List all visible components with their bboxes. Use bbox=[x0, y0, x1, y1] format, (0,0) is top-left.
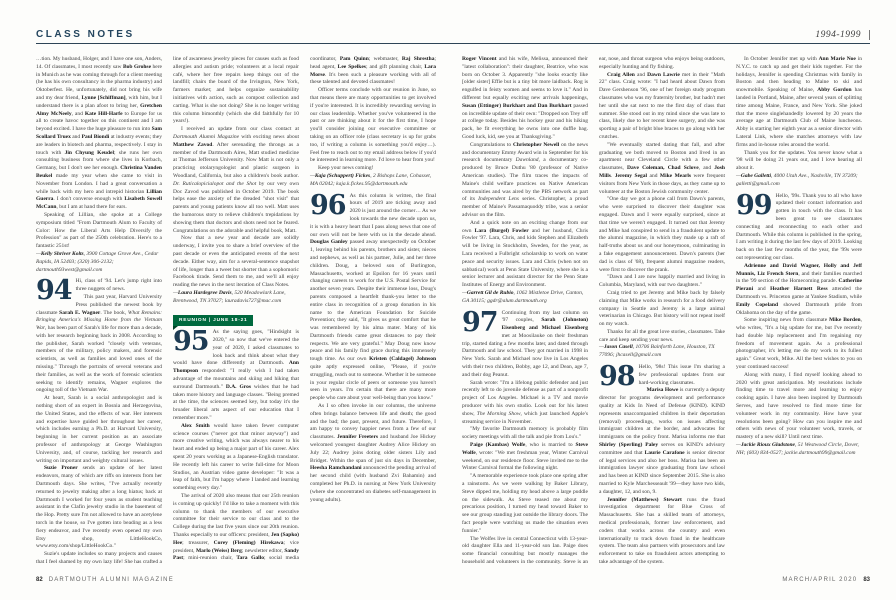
notes-paragraph: "We eventually started dating that fall, and after graduating we both moved to Boston and lived in an apartment near Cleveland Circle with a few other classmates, Dave Coleman, Chad Sclove, and Josh Mills. Jeremy Segal and Mike Mearls were frequent visitors from New York in those days, as they came up to volunteer at the Boston Jewish community center. bbox=[599, 141, 725, 195]
notes-paragraph: Paige (Kambas) Wolfe, who is married to Steve Wolfe, wrote: "We met freshman year, Winter Carnival weekend, on our residence floor. Steve invited me to the Winter Carnival formal the following night. bbox=[462, 442, 588, 472]
notes-paragraph: Alex Smith would have taken fewer computer science courses ("never got that minor anyway") and more creative writing, which was always nearer to his heart and ended up being a major part of his career. Alex spent 20 years working as a Japanese-English translator. He recently left his career to write full-time for Moon Studios, an Austrian video game developer: "It was a leap of faith, but I'm happy where I landed and learning something every day." bbox=[173, 422, 299, 492]
notes-paragraph: "One day we got a phone call from Dawn's parents, who were surprised to discover their daughter was engaged. Dawn and I were equally surprised, since at that time we weren't engaged. It turned out that Jeremy and Mike had conspired to send in a fraudulent update to the alumni magazine, in which they made up a raft of half-truths about us and our honeymoon, culminating in a fake engagement announcement. Dawn's parents (her dad is class of '68), frequent alumni magazine readers, were first to discover the prank. bbox=[599, 196, 725, 273]
secretary-signoff: —Jackie Rioux Gladstone, 51 Westwood Circle, Dover, NH; (603) 834-0527; jackie.dartmouth99@gmail.com bbox=[736, 442, 859, 456]
notes-paragraph: Suzie Proner sends an update of her latest endeavors, many of which are riffs on interests from her Dartmouth days. She writes, "I've actually recently returned to jewelry making after a long hiatus; back at Dartmouth I worked for four years as student teaching assistant in the Clafin jewelry studio in the basement of the Hop. Pretty sure I'm not allowed to have an acetylene torch in the house, so I've gotten into beading as a less fiery endeavor, and I've recently even opened my own Etsy shop, LittleHookCo, www.etsy.com/shop/LittleHookCo." bbox=[36, 465, 162, 550]
notes-paragraph: Adrienne and David Wagner, Holly and Jeff Munnis, Liz French Stern, and their families marched in the '99 section of the Homecoming parade. Catherine Pierani and Heather Harnett Ress attended the Dartmouth vs. Princeton game at Yankee Stadium, while Emily Copeland showed Dartmouth pride from Oklahoma on the day of the game. bbox=[736, 262, 862, 316]
notes-paragraph: At heart, Sarah is a social anthropologist and is nothing short of an expert in Bosnia and Herzegovina, the United States, and the effects of war. Her interests and expertise have guided her throughout her career, which includes earning a Ph.D. at Harvard University, beginning in her current position as an associate professor of anthropology at George Washington University, and, of course, tackling her research and writing on important and weighty cultural issues. bbox=[36, 395, 162, 464]
secretary-signoff: —Jason Casell, 10706 Bainforth Lane, Houston, TX 77096; jhcasell@gmail.com bbox=[599, 344, 715, 359]
reunion-ribbon-badge: REUNION | JUNE 18-21 bbox=[173, 315, 253, 327]
class-year-numeral-95: 95 bbox=[173, 326, 209, 358]
notes-paragraph: Hello, '98s! This issue I'm sharing a few professional updates from our hard-working classmates. bbox=[638, 364, 725, 386]
secretary-signoff: —Gabe Galletti, 4000 Utah Ave., Nashville, TN 37209; galletti@gmail.com bbox=[736, 172, 858, 187]
issue-date: MARCH/APRIL 2020 bbox=[782, 577, 858, 583]
secretary-signoff: —Garrett Gil de Rubio, 1062 Mistletoe Drive, Canton, GA 30115; ggdr@alum.dartmouth.org bbox=[462, 289, 584, 304]
secretary-signoff: —Kaja (Schuppert) Fickes, 2 Bishops Lane, Cohasset, MA 02042; kaja.k.fickes.95@dartmouth.edu bbox=[310, 172, 432, 187]
section-title: CLASS NOTES bbox=[36, 29, 135, 40]
spread-header bbox=[36, 26, 870, 44]
spread-footer bbox=[36, 574, 870, 586]
notes-paragraph: "My favorite Dartmouth memory is probably film society meetings with all the talk and pie from Lou's." bbox=[462, 426, 588, 441]
class-93-notes bbox=[36, 56, 162, 274]
notes-paragraph: And a quick note on an exciting change from our own Lara (Burgel) Fowler and her husband, Chris Fowler '97. Lara, Chris, and kids Stephen and Elizabeth will be living in Stockholm, Sweden, for the year, as Lara received a Fulbright scholarship to work on water peace and security issues. Lara and Chris (when not on sabbatical) work at Penn State University, where she is a senior lecturer and assistant director for the Penn State Institutes of Energy and Environment. bbox=[462, 219, 588, 289]
page-number-right: 83 bbox=[863, 577, 870, 583]
page-82-columns bbox=[36, 56, 436, 568]
class-year-numeral-94: 94 bbox=[36, 275, 72, 307]
notes-paragraph: The Wolfes live in central Connecticut with 13-year-old daughter Ella and 11-year-old son Ian. Paige does some financial consulting but mostly manages the household and volunteers in the community. Steve is an ear, nose, and throat surgeon who enjoys being outdoors, especially hunting and fly fishing. bbox=[462, 56, 725, 565]
notes-paragraph: This past year, Harvard University Press published the newest book by classmate Sarah E. Wagner. The book, What Remains: Bringing America's Missing Home from the Vietnam War, has been part of Sarah's life for more than a decade, with her research beginning back in 2008. According to the publisher, Sarah worked "closely with veterans, members of the military, policy makers, and forensic scientists, as well as families and loved ones of the missing." Through the portraits of several veterans and their families, as well as the work of forensic scientists seeking to identify remains, Wagner explores the ongoing toll of the Vietnam War. bbox=[36, 293, 163, 394]
notes-paragraph: Along with many, I find myself looking ahead to 2020 with great anticipation. My resolutions include finding time to travel more and learning to enjoy cooking again. I have also been inspired by Dartmouth Serves, and have resolved to find more time for volunteer work in my community. How have your resolutions been going? How can you inspire me and others with news of your volunteer work, travels, or mastery of a new skill? Until next time. bbox=[736, 371, 862, 441]
notes-paragraph: Keep your news coming! bbox=[318, 165, 374, 172]
notes-paragraph: …tion. My husband, Holger, and I have one son, Anders, 14. Of classmates, I most recently saw Bob Grohse here in Munich as he was coming through for a client meeting (he has his own consultancy in the pharma industry) and Oktoberfest. He, unfortunately, did not bring his wife and my dear friend, Lynne [Schiffman], with him, but I understand there is a plan afoot to bring her, Gretchen Almy McNeely, and Kate Hill-Harfe to Europe for us all to create havoc together on this continent and I am beyond excited. I have the huge pleasure to run into Sam Scollard Truex and Paul Biondi at industry events; they are leaders in biotech and pharma, respectively. I stay in touch with Jin Chyung Keudel; she runs her own consulting business from where she lives in Korbach, Germany, but I don't see her enough. Christina Vanden Beukel made my year when she came to visit in November from London. I had a great conversation a while back with my hero and intrepid historian Lillian Guerra. I don't converse enough with Lisabeth Sowell McCann, but I am at hand there for ears. bbox=[36, 56, 162, 211]
notes-paragraph: I received an update from our class contact at Dartmouth Alumni Magazine with exciting news about Matthew Zavod. After serenading the throngs as a member of the Dartmouth Aires, Matt studied medicine at Thomas Jefferson University. Now Matt is not only a practicing otolaryngologist and plastic surgeon in Woodland, California, but also a children's book author. Dr. Ruticalopicialopot and the Shot by our very own Doc Zavod was published in October 2019. The book helps ease the anxiety of the dreaded "shot visit" that parents and young patients know all too well. Matt uses the humorous story to relieve children's trepidations by showing them that doctors and shots need not be feared. Congratulations on the adorable and helpful book, Matt. bbox=[173, 126, 299, 234]
magazine-name: DARTMOUTH ALUMNI MAGAZINE bbox=[48, 577, 174, 583]
secretary-signoff: —Laura Hardegree Davis, 520 Meadowlark Lane, Brentwood, TN 37027; lauradavis727@mac.com bbox=[173, 289, 286, 304]
page-83-columns bbox=[462, 56, 862, 568]
notes-paragraph: Marisa Howe is currently a deputy director for programs development and performance quality at Kids In Need of Defense (KIND). KIND represents unaccompanied children in their deportation (removal) proceedings, works on issues affecting immigrant children at the border, and advocates for immigrants on the policy front. Marisa informs me that Shirley (Sperling) Paley serves on KIND's advisory committee and that Laurie Carafone is senior director of legal services and also her boss. Marisa has been an immigration lawyer since graduating from law school and has been at KIND since September 2015. She is also married to Kyle Marchesseault '99—they have two kids, a daughter, 12, and son, 9. bbox=[599, 387, 725, 495]
class-year-numeral-97: 97 bbox=[462, 306, 498, 338]
secretary-signoff: —Kelly Shriver Kolts, 3900 Cottage Grove Ave., Cedar Rapids, IA 52403; (320) 306-2132; dartmouth93west@gmail.com bbox=[36, 250, 159, 273]
notes-paragraph: Hi, class of '94. Let's jump right into three nuggets of news. bbox=[75, 278, 162, 293]
notes-paragraph: Continuing from my last column on '97 couples, Sarah (Johnston) Eisenberg and Michael Eisenberg met at Moosilauke on their freshman trip, started dating a few months later, and dated through Dartmouth and law school. They got married in 1998 in New York. Sarah and Michael now live in Los Angeles with their two children, Bobby, age 12, and Dean, age 7, and their dog Peanut. bbox=[462, 309, 589, 378]
notes-paragraph: Speaking of Lillian, she spoke at a College symposium titled "From Dartmouth Alum to Faculty of Color: How the Liberal Arts Help Diversify the Profession" as part of the 250th celebration. Here's to a fantastic 251st! bbox=[36, 211, 162, 250]
notes-paragraph: Suzie's update includes so many projects and causes that I feel shamed by my own lazy life! She has crafted a line of awareness jewelry pieces for causes such as food allergies and autism pride; volunteers at a local repair café, where her free repairs keep things out of the landfill; chairs the board of the Irvington, New York, farmers market; and helps organize sustainability initiatives with action, such as compost collection and carting. What is she not doing? She is no longer writing this column bimonthly (which she did faithfully for 10 years!). bbox=[36, 56, 299, 565]
notes-paragraph: Officer terms conclude with our reunion in June, so that means there are many opportunities to get involved if you're interested. It is incredibly rewarding serving in our class leadership. Whether you've volunteered in the past or are thinking about it for the first time, I hope you'll consider joining our executive committee or taking on an officer role (class secretary is up for grabs too, if writing a column is something you'd enjoy…). Feel free to reach out to my email address below if you'd be interested in learning more. I'd love to hear from you! bbox=[310, 87, 436, 164]
notes-paragraph: Roger Vincent and his wife, Melissa, announced their "latest collaboration": their daughter, Beatrice, who was born on October 3. Apparently "she looks exactly like [older sister] Effie but is a tiny bit more laidback. Rog is engulfed in feisty women and seems to love it." And in different but equally exciting new arrivals happenings, Susan (Ettinger) Burkhart and Dan Burkhart passed on incredible update of their own: "Dropped son Trey off at college today. Besides his hockey gear and his hiking pack, he fit everything he owns into one duffle bag. Good luck, kid, see you at Thanksgiving." bbox=[462, 56, 588, 140]
notes-paragraph: Thank you for the updates. You never know what a '98 will be doing 21 years out, and I love hearing all about it. bbox=[736, 149, 862, 172]
class-year-numeral-96: 96 bbox=[310, 189, 346, 221]
notes-paragraph: The arrival of 2020 also means that our 25th reunion is coming up quickly! I'd like to take a moment with this column to thank the members of our executive committee for their service to our class and to the College during the last five years since our 20th reunion. Thanks especially to our officers: president, Jen (Sapko) Hee; treasurer, Corey (Fleming) Hirekawa; vice president, Marlo (Weiss) Berg; newsletter editor, Sandy Past; mini-reunion chair, Tara Gallo; social media coordinator, Pam Quinn; webmaster, Raj Shrestha; head agent, Lee Spelkes; and gift planning chair, Lara Morse. It's been such a pleasure working with all of these talented and devoted classmates! bbox=[173, 56, 436, 562]
notes-paragraph: Hello, '99s. Thank you to all who have updated their contact information and gotten in touch with the class. It has been great to see classmates connecting and reconnecting to each other and Dartmouth. While this column is published in the spring, I am writing it during the last few days of 2019. Looking back on the last few months of the year, the '99s were out representing our class. bbox=[736, 192, 862, 261]
class-99-notes bbox=[736, 189, 862, 458]
notes-paragraph: Some inspiring news from classmate Mike Borden, who writes, "It's a big update for me, but I've recently had double hip replacement and I'm regaining my freedom of movement again. As a professional photographer, it's letting me do my work to its fullest again." Great work, Mike. All the best wishes to you on your continued success! bbox=[736, 317, 862, 371]
notes-paragraph: Jennifer (Matthews) Stewart runs the fraud investigation department for Blue Cross of Massachusetts. She has a skilled team of attorneys, medical professionals, former law enforcement, and coders that works across the country and even internationally to track down fraud in the healthcare system. The team also partners with prosecutors and law enforcement to take on fraudulent actors attempting to take advantage of the system. bbox=[599, 496, 725, 565]
notes-paragraph: Craig Allen and Dawn Lawrie met in their "Math 22" class. Craig wrote: "I had heard about Dawn from Dave Gershenson '96, one of her foreign study program classmates who was my fraternity brother, but hadn't met her until she sat next to me the first day of class that summer. She stood out in my mind since she was late to class, likely due to her recent knee surgery, and she was sporting a pair of bright blue braces to go along with her crutches. bbox=[599, 71, 725, 140]
notes-paragraph: "Dawn and I are now happily married and living in Columbia, Maryland, with our two daughters." bbox=[599, 274, 725, 289]
class-year-numeral-98: 98 bbox=[599, 361, 635, 393]
class-96-notes-continued bbox=[462, 56, 588, 306]
notes-paragraph: Congratulations to Christopher Newell on the news and documentary Emmy Award win in September for his research documentary Dawnland, a documentary co-produced by Bruce Duthu '80 (professor of Native American studies). The film traces the impacts of Maine's child welfare practices on Native American communities and was aired by the PBS network as part of its Independent Lens series. Christopher, a proud member of Maine's Passamaquoddy tribe, was a senior advisor on the film. bbox=[462, 141, 588, 218]
notes-paragraph: As the saying goes, "Hindsight is 2020," so now that we've entered the year of 2020, I asked classmates to look back and think about what they would have done differently at Dartmouth. Ann Thompson responded: "I really wish I had taken advantage of the mountains and skiing and hiking that surround Dartmouth." D.A. Gros wishes that he had taken more history and language classes. "Being premed at the time, the sciences seemed key, but today it's the broader liberal arts aspect of our education that I remember more." bbox=[173, 329, 299, 422]
class-year-numeral-99: 99 bbox=[736, 189, 772, 221]
notes-paragraph: As this column is written, the final hours of 2019 are ticking away and 2020 is just around the corner… As we look towards the new decade upon us, it is with a heavy heart that I pass along news that one of our own will not be here with us in the decade ahead. Douglas Ganley passed away unexpectedly on October 1, leaving behind his parents, brothers and sister, nieces and nephews, as well as his partner, Julie, and her three children. Doug, a beloved son of Burlington, Massachusetts, worked at Epsilon for 16 years until changing careers to work for the U.S. Postal Service for another seven years. Despite their immense loss, Doug's parents composed a heartfelt thank-you letter to the entire class in recognition of a group donation in his name to the American Foundation for Suicide Prevention; they said, "It gives us great comfort that he was remembered by his alma mater. Many of his Dartmouth friends came great distances to pay their respects. We are very grateful." May Doug now know peace and his family find grace during this immensely tough time. As our own Kristen (Caldagel) Johnson quite aptly expressed online, "Please, if you're struggling, reach out to someone. Whether it be someone in your regular circle of peers or someone you haven't seen in years. I'm certain that there are many more people who care about your well-being than you know." bbox=[310, 192, 436, 402]
class-96-notes bbox=[310, 189, 436, 505]
notes-paragraph: As I so often invoke in our columns, the universe often brings balance between life and death; the good and the bad; the past, present, and future. Therefore, I am happy to convey happier news from a few of our classmates. Jennifer Freeters and husband Joe Hickey welcomed youngest daughter Audrey Alice Hickey on July 22; Audrey joins doting older sisters Lily and Bridget. Within the span of just six days in December, Heesha Ramchandani announced the pending arrival of her second child (with husband Zvi Bahamin) and completed her Ph.D. in nursing at New York University (where she concentrated on diabetes self-management in young adults). bbox=[310, 403, 436, 503]
notes-paragraph: Thanks for all the great love stories, classmates. Take care and keep sending your news. bbox=[599, 328, 725, 343]
notes-paragraph: Craig tried to get Jeremy and Mike back by falsely claiming that Mike works in research for a food delivery company in Seattle and Jeremy is a large animal veterinarian in Chicago. But history will not repeat itself on my watch. bbox=[599, 289, 725, 328]
notes-paragraph: Now that a new year and decade are solidly underway, I invite you to share a brief overview of the past decade or even the anticipated events of the next decade. Either way, aim for a several-sentence snapshot of life, longer than a tweet but shorter than a sophomoric Facebook tirade. Send them to me, and we'll all enjoy reading the news in the next iteration of Class Notes. bbox=[173, 235, 299, 289]
notes-paragraph: In October Jennifer met up with Ann Marie Noe in N.Y.C. to catch up and get their kids together. For the holidays, Jennifer is spending Christmas with family in Boston and then heading to Maine to ski and snowmobile. Speaking of Maine, Abby Gordon has landed in Portland, Maine, after several years of splitting time among Maine, France, and New York. She joked that the move singlehandedly lowered by 20 years the average age at Dartmouth Club of Maine luncheons. Abby is starting her eighth year as a senior director with Lateral Link, where she matches attorneys with law firms and in-house roles around the world. bbox=[736, 56, 862, 148]
notes-paragraph: "A memorable experience took place one spring after a rainstorm. As we were walking by Baker Library, Steve dipped me, holding my head above a large puddle on the sidewalk. As Steve teased me about my precarious position, I turned my head toward Baker to see our group standing just outside the library doors. The fact people were watching us made the situation even funnier." bbox=[462, 473, 588, 534]
page-number-left: 82 bbox=[36, 577, 43, 583]
notes-paragraph: Sarah wrote: "I'm a lifelong public defender and just recently left to do juvenile defense as part of a nonprofit project of Los Angeles. Michael is a TV and movie producer with his own studio. Look out for his latest show, The Morning Show, which just launched Apple's streaming service in November. bbox=[462, 379, 588, 425]
class-year-range: 1994-1999 bbox=[815, 30, 870, 40]
